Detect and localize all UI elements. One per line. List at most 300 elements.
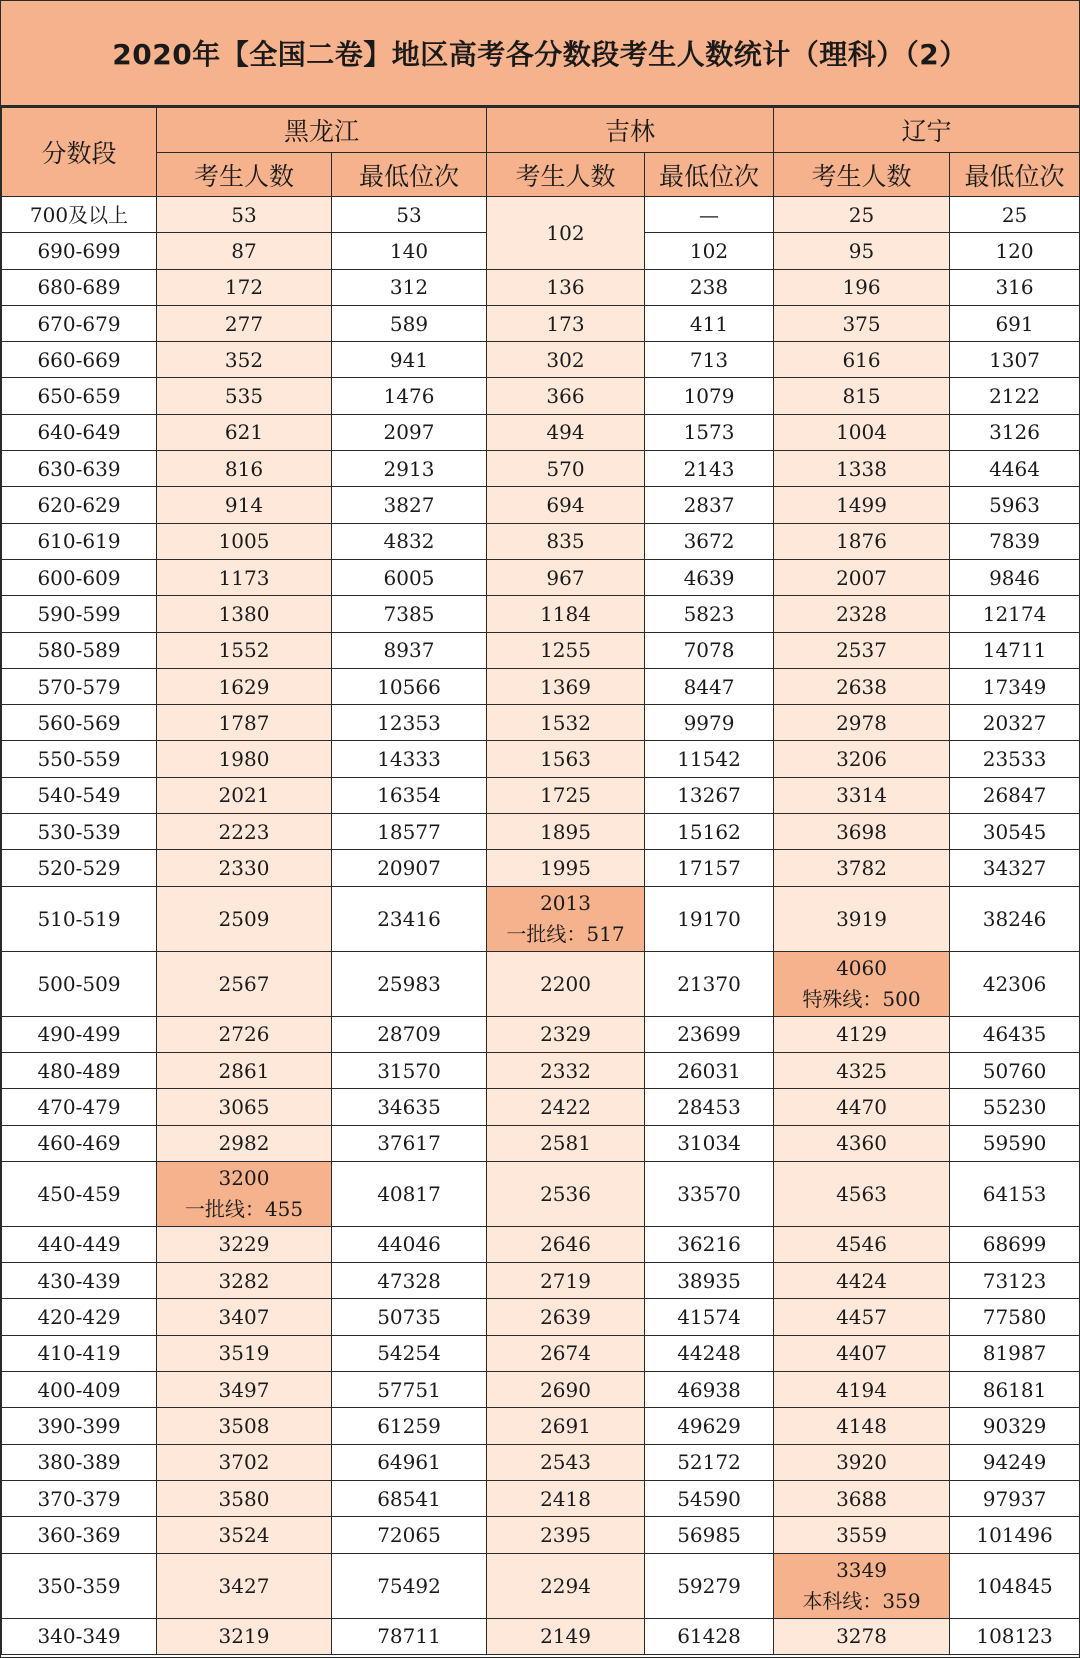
cell-heilongjiang-count: 3229 [157,1226,332,1262]
cell-score-range: 550-559 [2,741,157,777]
cutoff-line-note: 一批线：455 [184,1196,304,1221]
cell-jilin-rank: 7078 [645,632,774,668]
cell-jilin-rank: 28453 [645,1089,774,1125]
table-row [2,197,1080,233]
cell-liaoning-rank: 97937 [950,1480,1080,1516]
cell-jilin-rank: 59279 [645,1553,774,1618]
cell-jilin-count: 102 [487,197,645,270]
cell-heilongjiang-count: 3580 [157,1480,332,1516]
cell-heilongjiang-count: 3065 [157,1089,332,1125]
cell-liaoning-rank: 101496 [950,1517,1080,1553]
cell-heilongjiang-count: 87 [157,233,332,269]
cell-jilin-count: 2332 [487,1052,645,1088]
cell-heilongjiang-count: 3519 [157,1335,332,1371]
table-row [2,1299,1080,1335]
cell-heilongjiang-count: 621 [157,414,332,450]
cell-jilin-rank: 411 [645,305,774,341]
cell-jilin-rank: 26031 [645,1052,774,1088]
cell-liaoning-rank: 4464 [950,451,1080,487]
cell-heilongjiang-rank: 1476 [332,378,487,414]
cell-heilongjiang-count: 3282 [157,1263,332,1299]
cell-heilongjiang-rank: 12353 [332,705,487,741]
cell-liaoning-rank: 7839 [950,523,1080,559]
cell-jilin-rank: 54590 [645,1480,774,1516]
table-row [2,269,1080,305]
cell-jilin-rank: 102 [645,233,774,269]
page-title: 2020年【全国二卷】地区高考各分数段考生人数统计（理科）（2） [112,38,968,71]
table-row [2,850,1080,886]
table-row [2,378,1080,414]
cell-heilongjiang-rank: 25983 [332,951,487,1016]
cell-heilongjiang-rank: 50735 [332,1299,487,1335]
cell-jilin-count: 136 [487,269,645,305]
cell-heilongjiang-rank: 72065 [332,1517,487,1553]
cell-jilin-rank: 44248 [645,1335,774,1371]
cell-jilin-count: 1895 [487,814,645,850]
cell-liaoning-count: 95 [774,233,950,269]
cell-liaoning-rank: 55230 [950,1089,1080,1125]
cell-liaoning-rank: 9846 [950,559,1080,595]
cell-jilin-count: 2674 [487,1335,645,1371]
cell-liaoning-rank: 50760 [950,1052,1080,1088]
header-liaoning-rank: 最低位次 [950,153,1080,197]
cell-liaoning-rank: 23533 [950,741,1080,777]
cell-heilongjiang-count: 2726 [157,1016,332,1052]
cell-liaoning-rank: 17349 [950,668,1080,704]
cell-liaoning-count: 2537 [774,632,950,668]
cell-score-range: 540-549 [2,777,157,813]
cell-liaoning-count: 3698 [774,814,950,850]
cell-jilin-rank: 1573 [645,414,774,450]
table-row [2,668,1080,704]
cell-liaoning-count: 3688 [774,1480,950,1516]
cell-heilongjiang-count [157,1161,332,1226]
cell-jilin-count: 2200 [487,951,645,1016]
cell-jilin-count: 2581 [487,1125,645,1161]
table-row [2,1052,1080,1088]
cell-liaoning-count: 4129 [774,1016,950,1052]
cell-value: 3349 [836,1557,887,1582]
cell-liaoning-rank: 81987 [950,1335,1080,1371]
cell-score-range: 690-699 [2,233,157,269]
cell-heilongjiang-count: 2861 [157,1052,332,1088]
cell-jilin-rank: 2837 [645,487,774,523]
table-row [2,741,1080,777]
table-row [2,1553,1080,1618]
cell-liaoning-count: 4360 [774,1125,950,1161]
cell-liaoning-rank: 5963 [950,487,1080,523]
cell-heilongjiang-rank: 10566 [332,668,487,704]
cell-jilin-count: 1184 [487,596,645,632]
cell-jilin-rank: 15162 [645,814,774,850]
cell-score-range: 340-349 [2,1618,157,1654]
header-segment: 分数段 [2,108,157,197]
cell-jilin-rank: 46938 [645,1372,774,1408]
cell-heilongjiang-rank: 140 [332,233,487,269]
table-header [2,108,1080,197]
cell-liaoning-count: 4470 [774,1089,950,1125]
table-row [2,632,1080,668]
cell-jilin-rank: 8447 [645,668,774,704]
cell-liaoning-rank: 59590 [950,1125,1080,1161]
cell-liaoning-rank: 1307 [950,342,1080,378]
score-distribution-table [1,107,1080,1655]
cell-jilin-count: 2395 [487,1517,645,1553]
cell-liaoning-rank: 94249 [950,1444,1080,1480]
cell-jilin-count: 2690 [487,1372,645,1408]
cell-jilin-count: 1725 [487,777,645,813]
cell-score-range: 700及以上 [2,197,157,233]
cell-heilongjiang-count: 2223 [157,814,332,850]
header-province-heilongjiang: 黑龙江 [157,108,487,153]
table-row [2,596,1080,632]
table-row [2,1408,1080,1444]
cell-heilongjiang-count: 1173 [157,559,332,595]
cell-value: 4060 [836,955,887,980]
cell-score-range: 670-679 [2,305,157,341]
cell-heilongjiang-rank: 8937 [332,632,487,668]
cell-jilin-rank: 49629 [645,1408,774,1444]
cell-jilin-rank: 9979 [645,705,774,741]
cell-liaoning-rank: 20327 [950,705,1080,741]
cell-heilongjiang-rank: 6005 [332,559,487,595]
cell-jilin-count: 2719 [487,1263,645,1299]
cell-heilongjiang-rank: 47328 [332,1263,487,1299]
cell-jilin-count: 1369 [487,668,645,704]
cell-jilin-rank: 238 [645,269,774,305]
cell-heilongjiang-rank: 7385 [332,596,487,632]
cell-heilongjiang-rank: 312 [332,269,487,305]
cell-liaoning-rank: 2122 [950,378,1080,414]
cell-score-range: 570-579 [2,668,157,704]
cell-score-range: 460-469 [2,1125,157,1161]
cell-heilongjiang-rank: 20907 [332,850,487,886]
cell-heilongjiang-count: 2567 [157,951,332,1016]
cell-liaoning-rank: 104845 [950,1553,1080,1618]
cell-liaoning-count: 4194 [774,1372,950,1408]
cell-liaoning-count: 1338 [774,451,950,487]
cell-score-range: 400-409 [2,1372,157,1408]
table-row [2,1161,1080,1226]
cell-heilongjiang-rank: 4832 [332,523,487,559]
table-body [2,197,1080,1655]
cell-heilongjiang-rank: 14333 [332,741,487,777]
cell-liaoning-count: 196 [774,269,950,305]
cell-score-range: 560-569 [2,705,157,741]
cell-jilin-rank: 41574 [645,1299,774,1335]
cell-score-range: 600-609 [2,559,157,595]
cell-jilin-count: 2149 [487,1618,645,1654]
cell-heilongjiang-rank: 589 [332,305,487,341]
table-row [2,951,1080,1016]
cell-score-range: 360-369 [2,1517,157,1553]
cell-score-range: 610-619 [2,523,157,559]
cell-liaoning-count: 815 [774,378,950,414]
cell-liaoning-rank: 64153 [950,1161,1080,1226]
cell-heilongjiang-count: 2509 [157,886,332,951]
cell-heilongjiang-count: 1629 [157,668,332,704]
cell-jilin-rank: 23699 [645,1016,774,1052]
cell-liaoning-count: 4457 [774,1299,950,1335]
cell-heilongjiang-count: 2021 [157,777,332,813]
cell-heilongjiang-count: 816 [157,451,332,487]
cell-score-range: 430-439 [2,1263,157,1299]
cell-liaoning-count [774,1553,950,1618]
cell-jilin-rank: 19170 [645,886,774,951]
cell-liaoning-count: 3559 [774,1517,950,1553]
table-row [2,451,1080,487]
header-liaoning-count: 考生人数 [774,153,950,197]
cell-heilongjiang-rank: 16354 [332,777,487,813]
cell-jilin-count: 494 [487,414,645,450]
cell-liaoning-rank: 14711 [950,632,1080,668]
cell-liaoning-rank: 12174 [950,596,1080,632]
cell-jilin-rank: 38935 [645,1263,774,1299]
cell-liaoning-count: 3782 [774,850,950,886]
table-row [2,1480,1080,1516]
cutoff-line-note: 特殊线：500 [802,986,921,1011]
cell-heilongjiang-count: 914 [157,487,332,523]
cell-liaoning-rank: 42306 [950,951,1080,1016]
table-row [2,1444,1080,1480]
cell-liaoning-rank: 68699 [950,1226,1080,1262]
cell-liaoning-count: 4424 [774,1263,950,1299]
cell-jilin-rank: 52172 [645,1444,774,1480]
table-row [2,305,1080,341]
cutoff-line-note: 一批线：517 [506,921,625,946]
cell-heilongjiang-rank: 54254 [332,1335,487,1371]
cell-liaoning-rank: 120 [950,233,1080,269]
cell-heilongjiang-rank: 31570 [332,1052,487,1088]
cell-score-range: 480-489 [2,1052,157,1088]
cell-liaoning-count: 4325 [774,1052,950,1088]
cell-heilongjiang-count: 3407 [157,1299,332,1335]
cell-score-range: 450-459 [2,1161,157,1226]
cell-heilongjiang-count: 535 [157,378,332,414]
cell-jilin-rank: 21370 [645,951,774,1016]
table-row [2,523,1080,559]
cell-jilin-rank: 13267 [645,777,774,813]
cell-liaoning-rank: 34327 [950,850,1080,886]
cell-score-range: 620-629 [2,487,157,523]
header-jilin-rank: 最低位次 [645,153,774,197]
cell-jilin-rank: 17157 [645,850,774,886]
table-row [2,1226,1080,1262]
header-heilongjiang-rank: 最低位次 [332,153,487,197]
cell-score-range: 510-519 [2,886,157,951]
cell-liaoning-rank: 26847 [950,777,1080,813]
cell-liaoning-count: 4546 [774,1226,950,1262]
cell-jilin-rank: 56985 [645,1517,774,1553]
cell-liaoning-count: 3920 [774,1444,950,1480]
table-row [2,777,1080,813]
cell-jilin-count: 2422 [487,1089,645,1125]
cell-jilin-count: 694 [487,487,645,523]
cell-heilongjiang-rank: 18577 [332,814,487,850]
cell-jilin-count: 1995 [487,850,645,886]
header-province-jilin: 吉林 [487,108,774,153]
cell-liaoning-count [774,951,950,1016]
cell-heilongjiang-count: 3508 [157,1408,332,1444]
cell-liaoning-rank: 3126 [950,414,1080,450]
cell-heilongjiang-count: 2982 [157,1125,332,1161]
cell-heilongjiang-count: 172 [157,269,332,305]
cell-jilin-count: 2536 [487,1161,645,1226]
cell-jilin-count: 835 [487,523,645,559]
table-row [2,342,1080,378]
cell-liaoning-rank: 316 [950,269,1080,305]
cell-heilongjiang-rank: 57751 [332,1372,487,1408]
cell-score-range: 390-399 [2,1408,157,1444]
table-row [2,487,1080,523]
cell-liaoning-rank: 77580 [950,1299,1080,1335]
cell-liaoning-count: 4407 [774,1335,950,1371]
cell-jilin-rank: 3672 [645,523,774,559]
cell-heilongjiang-rank: 2913 [332,451,487,487]
cell-liaoning-rank: 90329 [950,1408,1080,1444]
header-province-liaoning: 辽宁 [774,108,1080,153]
cell-liaoning-count: 1876 [774,523,950,559]
cell-jilin-count: 967 [487,559,645,595]
cell-heilongjiang-count: 53 [157,197,332,233]
cell-heilongjiang-count: 1787 [157,705,332,741]
cell-jilin-rank: 5823 [645,596,774,632]
table-row [2,886,1080,951]
cell-jilin-rank: 31034 [645,1125,774,1161]
cell-liaoning-rank: 25 [950,197,1080,233]
cell-jilin-rank: 33570 [645,1161,774,1226]
cell-liaoning-count: 4148 [774,1408,950,1444]
cell-jilin-rank: 11542 [645,741,774,777]
cell-jilin-count: 366 [487,378,645,414]
cell-liaoning-rank: 108123 [950,1618,1080,1654]
cell-heilongjiang-rank: 44046 [332,1226,487,1262]
cell-jilin-rank: 2143 [645,451,774,487]
cutoff-line-note: 本科线：359 [802,1588,921,1613]
cell-score-range: 580-589 [2,632,157,668]
cell-score-range: 470-479 [2,1089,157,1125]
cell-jilin-count [487,886,645,951]
cell-heilongjiang-count: 1552 [157,632,332,668]
cell-heilongjiang-count: 1980 [157,741,332,777]
cell-heilongjiang-rank: 64961 [332,1444,487,1480]
cell-liaoning-count: 3206 [774,741,950,777]
cell-score-range: 520-529 [2,850,157,886]
cell-liaoning-rank: 38246 [950,886,1080,951]
cell-score-range: 500-509 [2,951,157,1016]
cell-score-range: 440-449 [2,1226,157,1262]
cell-heilongjiang-rank: 34635 [332,1089,487,1125]
cell-liaoning-count: 3314 [774,777,950,813]
cell-jilin-rank: 36216 [645,1226,774,1262]
table-row [2,1016,1080,1052]
cell-jilin-count: 1532 [487,705,645,741]
cell-heilongjiang-count: 3497 [157,1372,332,1408]
cell-jilin-count: 2418 [487,1480,645,1516]
table-row [2,814,1080,850]
cell-heilongjiang-rank: 78711 [332,1618,487,1654]
cell-heilongjiang-rank: 37617 [332,1125,487,1161]
cell-score-range: 650-659 [2,378,157,414]
cell-jilin-rank: 61428 [645,1618,774,1654]
cell-score-range: 630-639 [2,451,157,487]
cell-jilin-count: 2294 [487,1553,645,1618]
table-row [2,1125,1080,1161]
cell-score-range: 530-539 [2,814,157,850]
cell-jilin-rank: — [645,197,774,233]
cell-score-range: 420-429 [2,1299,157,1335]
cell-liaoning-rank: 46435 [950,1016,1080,1052]
cell-jilin-count: 2639 [487,1299,645,1335]
cell-jilin-rank: 4639 [645,559,774,595]
cell-score-range: 370-379 [2,1480,157,1516]
table-row [2,1089,1080,1125]
header-heilongjiang-count: 考生人数 [157,153,332,197]
header-jilin-count: 考生人数 [487,153,645,197]
cell-liaoning-rank: 73123 [950,1263,1080,1299]
cell-liaoning-count: 2978 [774,705,950,741]
table-row [2,1618,1080,1654]
cell-jilin-count: 2329 [487,1016,645,1052]
cell-liaoning-count: 3278 [774,1618,950,1654]
cell-liaoning-count: 375 [774,305,950,341]
cell-liaoning-rank: 691 [950,305,1080,341]
cell-liaoning-count: 616 [774,342,950,378]
cell-heilongjiang-rank: 23416 [332,886,487,951]
cell-liaoning-count: 3919 [774,886,950,951]
cell-liaoning-rank: 30545 [950,814,1080,850]
cell-liaoning-count: 4563 [774,1161,950,1226]
cell-heilongjiang-rank: 2097 [332,414,487,450]
cell-jilin-count: 1255 [487,632,645,668]
cell-heilongjiang-rank: 75492 [332,1553,487,1618]
cell-jilin-count: 570 [487,451,645,487]
cell-jilin-count: 2543 [487,1444,645,1480]
table-row [2,705,1080,741]
cell-heilongjiang-count: 1005 [157,523,332,559]
cell-score-range: 680-689 [2,269,157,305]
cell-score-range: 380-389 [2,1444,157,1480]
cell-heilongjiang-rank: 68541 [332,1480,487,1516]
cell-jilin-count: 2691 [487,1408,645,1444]
cell-liaoning-count: 2328 [774,596,950,632]
cell-liaoning-count: 2638 [774,668,950,704]
cell-jilin-count: 302 [487,342,645,378]
table-row [2,559,1080,595]
cell-liaoning-count: 25 [774,197,950,233]
cell-heilongjiang-count: 3427 [157,1553,332,1618]
cell-jilin-rank: 1079 [645,378,774,414]
cell-score-range: 590-599 [2,596,157,632]
cell-heilongjiang-count: 277 [157,305,332,341]
table-row [2,1335,1080,1371]
cell-liaoning-count: 1499 [774,487,950,523]
cell-score-range: 350-359 [2,1553,157,1618]
cell-heilongjiang-count: 3702 [157,1444,332,1480]
cell-heilongjiang-rank: 61259 [332,1408,487,1444]
table-row [2,1517,1080,1553]
table-row [2,1263,1080,1299]
table-row [2,414,1080,450]
cell-jilin-count: 2646 [487,1226,645,1262]
cell-jilin-count: 1563 [487,741,645,777]
cell-heilongjiang-rank: 941 [332,342,487,378]
cell-score-range: 410-419 [2,1335,157,1371]
title-bar [1,1,1079,107]
cell-liaoning-rank: 86181 [950,1372,1080,1408]
cell-heilongjiang-count: 3524 [157,1517,332,1553]
cell-score-range: 660-669 [2,342,157,378]
